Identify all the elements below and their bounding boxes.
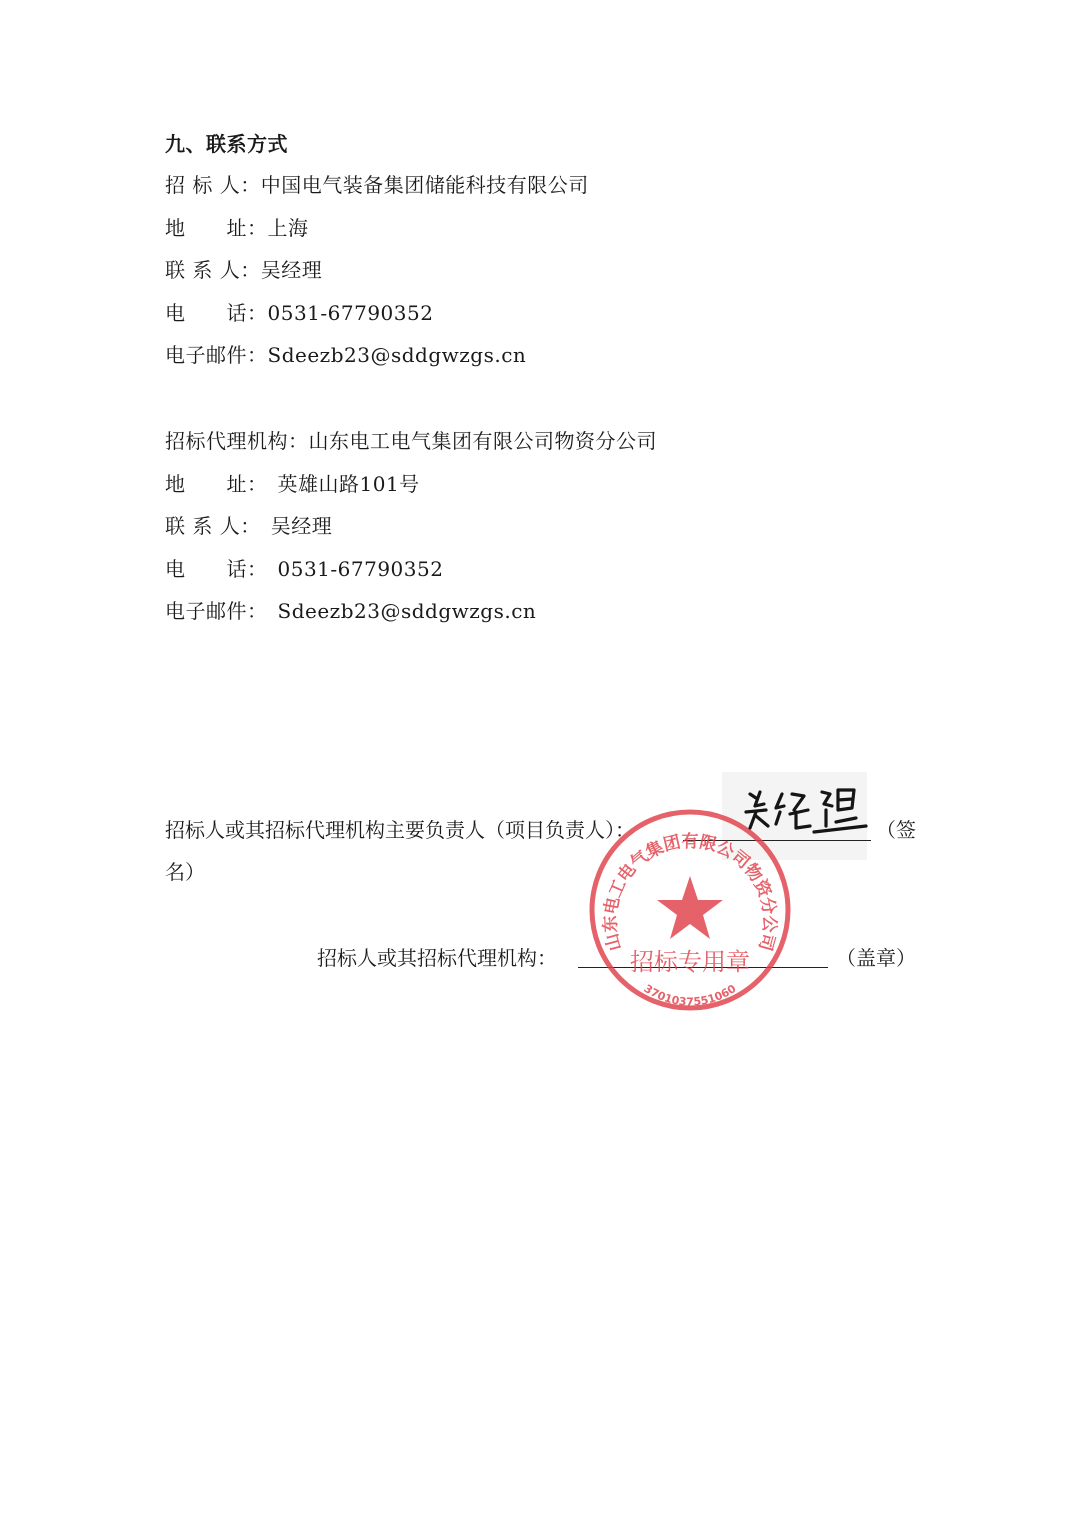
agency-address: 英雄山路101号 — [277, 472, 420, 496]
agency-name-label: 招标代理机构： — [165, 429, 309, 453]
agency-name: 山东电工电气集团有限公司物资分公司 — [308, 429, 657, 453]
agency-address-label: 地 址： — [165, 472, 268, 496]
tenderer-name-row — [165, 172, 589, 198]
tenderer-phone: 0531-67790352 — [267, 301, 434, 325]
tenderer-email: Sdeezb23@sddgwzgs.cn — [267, 343, 527, 367]
agency-phone-label: 电 话： — [165, 557, 268, 581]
agency-contact-row — [165, 513, 332, 539]
stamp-suffix: （盖章） — [836, 946, 916, 970]
tenderer-email-label: 电子邮件： — [165, 343, 268, 367]
org-label: 招标人或其招标代理机构： — [317, 946, 557, 970]
tenderer-contact-label: 联 系 人： — [165, 258, 261, 282]
section-title: 九、联系方式 — [165, 132, 288, 156]
seal-code-text: 3701037551060 — [641, 982, 739, 1009]
agency-contact: 吴经理 — [270, 514, 333, 538]
tenderer-name: 中国电气装备集团储能科技有限公司 — [260, 173, 589, 197]
tenderer-phone-label: 电 话： — [165, 301, 268, 325]
tenderer-phone-row — [165, 300, 433, 326]
tenderer-name-label: 招 标 人： — [165, 173, 261, 197]
agency-phone-row — [165, 556, 443, 582]
tenderer-address: 上海 — [267, 216, 309, 240]
sign-suffix-1: （签 — [876, 818, 916, 842]
seal-ring-text: 山东电工电气集团有限公司物资分公司 — [600, 831, 780, 953]
agency-email-row — [165, 598, 536, 624]
agency-email: Sdeezb23@sddgwzgs.cn — [277, 599, 537, 623]
star-icon — [657, 876, 723, 939]
handwritten-signature — [730, 782, 870, 848]
tenderer-contact: 吴经理 — [260, 258, 323, 282]
seal-center-text: 招标专用章 — [630, 948, 750, 976]
responsible-label: 招标人或其招标代理机构主要负责人（项目负责人）： — [165, 818, 635, 842]
tenderer-address-row — [165, 215, 309, 241]
agency-email-label: 电子邮件： — [165, 599, 268, 623]
agency-address-row — [165, 471, 420, 497]
agency-phone: 0531-67790352 — [277, 557, 444, 581]
tenderer-email-row — [165, 342, 526, 368]
tenderer-contact-row — [165, 257, 322, 283]
tenderer-address-label: 地 址： — [165, 216, 268, 240]
agency-name-row — [165, 428, 657, 454]
agency-contact-label: 联 系 人： — [165, 514, 261, 538]
sign-suffix-2: 名） — [165, 860, 205, 884]
